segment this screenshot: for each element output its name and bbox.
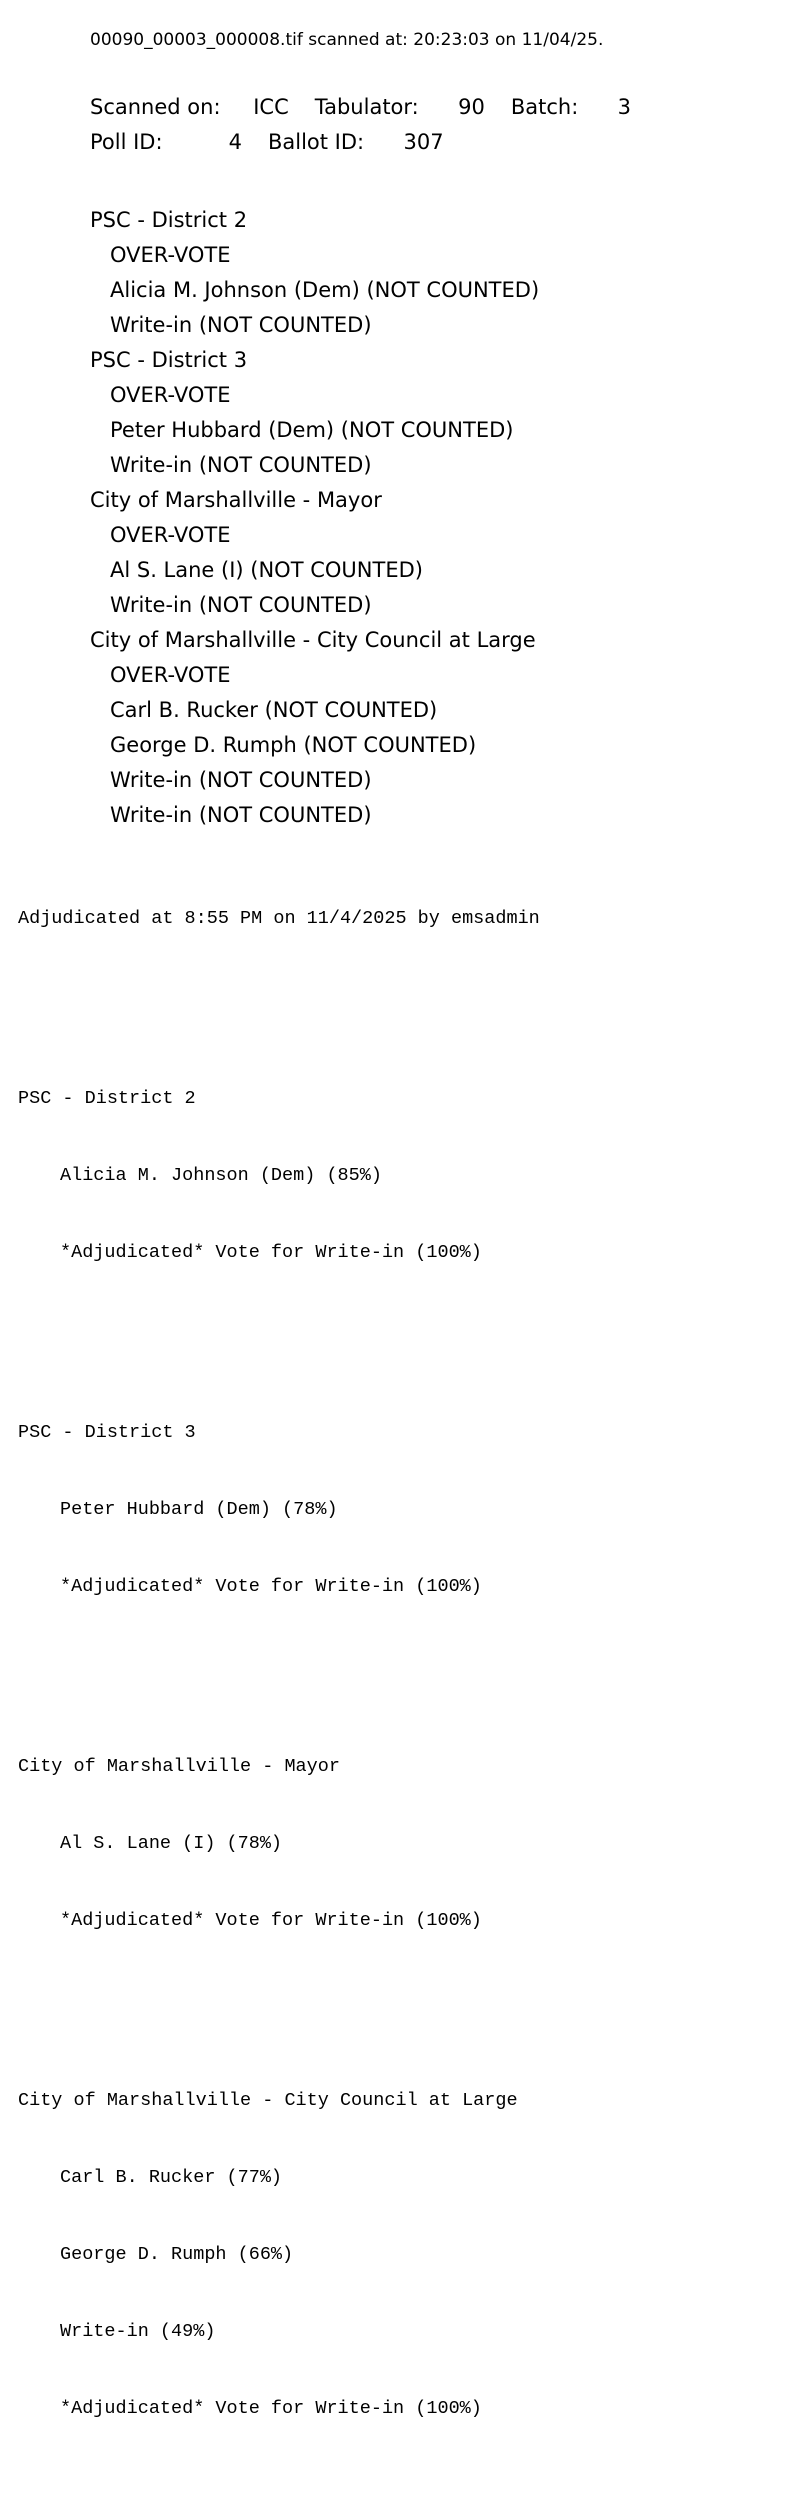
scan-contest-title: City of Marshallville - City Council at Large (90, 628, 536, 652)
adjudication-contest (18, 1703, 788, 1986)
adjudication-line: Alicia M. Johnson (Dem) (85%) (60, 1164, 382, 1186)
scan-choice: Write-in (NOT COUNTED) (110, 768, 372, 792)
scan-choice: Write-in (NOT COUNTED) (110, 803, 372, 827)
adjudication-line: *Adjudicated* Vote for Write-in (100%) (60, 1910, 482, 1932)
ballot-id-value: 307 (403, 130, 444, 154)
scan-contest-title: PSC - District 3 (90, 348, 248, 372)
scan-filename-line: 00090_00003_000008.tif scanned at: 20:23:03 on 11/04/25. (90, 30, 604, 50)
poll-id-label: Poll ID: (90, 130, 163, 154)
scan-choice: Carl B. Rucker (NOT COUNTED) (110, 698, 438, 722)
scan-contest (90, 623, 790, 833)
ballot-id-field (268, 130, 444, 154)
adjudication-contest-title: City of Marshallville - Mayor (18, 1755, 340, 1777)
batch-label: Batch: (510, 95, 579, 119)
adjudication-line: Peter Hubbard (Dem) (78%) (60, 1498, 338, 1520)
scan-contest-title: City of Marshallville - Mayor (90, 488, 382, 512)
poll-id-field (90, 130, 242, 154)
scan-contest (90, 343, 790, 483)
adjudication-contest-title: City of Marshallville - City Council at Large (18, 2090, 518, 2112)
adjudication-report (18, 855, 788, 2499)
adjudication-line: Write-in (49%) (60, 2321, 216, 2343)
scanned-on-value: ICC (253, 95, 289, 119)
adjudication-line: *Adjudicated* Vote for Write-in (100%) (60, 1241, 482, 1263)
adjudication-line: George D. Rumph (66%) (60, 2244, 294, 2266)
batch-value: 3 (617, 95, 632, 119)
scan-choice: Al S. Lane (I) (NOT COUNTED) (110, 558, 423, 582)
adjudication-line: Carl B. Rucker (77%) (60, 2167, 283, 2189)
scan-choice: George D. Rumph (NOT COUNTED) (110, 733, 477, 757)
scan-choice: OVER-VOTE (110, 383, 231, 407)
adjudication-line: Al S. Lane (I) (78%) (60, 1833, 283, 1855)
scan-contest (90, 203, 790, 343)
scan-metadata (90, 90, 790, 160)
scan-contest-title: PSC - District 2 (90, 208, 248, 232)
poll-id-value: 4 (228, 130, 242, 154)
adjudication-line: *Adjudicated* Vote for Write-in (100%) (60, 1575, 482, 1597)
scan-choice: Alicia M. Johnson (Dem) (NOT COUNTED) (110, 278, 540, 302)
scan-results (90, 203, 790, 833)
scan-choice: Write-in (NOT COUNTED) (110, 313, 372, 337)
adjudication-contest (18, 1034, 788, 1317)
tabulator-value: 90 (458, 95, 485, 119)
scan-choice: OVER-VOTE (110, 663, 231, 687)
scan-meta-line-2 (90, 125, 790, 160)
tabulator-label: Tabulator: (314, 95, 419, 119)
scan-choice: Write-in (NOT COUNTED) (110, 593, 372, 617)
adjudication-contest-title: PSC - District 3 (18, 1421, 196, 1443)
scanned-on-label: Scanned on: (90, 95, 221, 119)
scan-choice: OVER-VOTE (110, 523, 231, 547)
adjudication-header: Adjudicated at 8:55 PM on 11/4/2025 by emsadmin (18, 908, 540, 930)
scan-meta-line-1 (90, 90, 790, 125)
scan-choice: OVER-VOTE (110, 243, 231, 267)
scanned-on-field (90, 95, 289, 119)
adjudication-line: *Adjudicated* Vote for Write-in (100%) (60, 2398, 482, 2420)
scan-choice: Write-in (NOT COUNTED) (110, 453, 372, 477)
scan-choice: Peter Hubbard (Dem) (NOT COUNTED) (110, 418, 514, 442)
batch-field (511, 95, 631, 119)
scan-contest (90, 483, 790, 623)
adjudication-contest-title: PSC - District 2 (18, 1087, 196, 1109)
ballot-id-label: Ballot ID: (267, 130, 365, 154)
adjudication-contest (18, 1368, 788, 1651)
tabulator-field (315, 95, 485, 119)
adjudication-contest (18, 2037, 788, 2474)
scan-report (90, 27, 790, 833)
